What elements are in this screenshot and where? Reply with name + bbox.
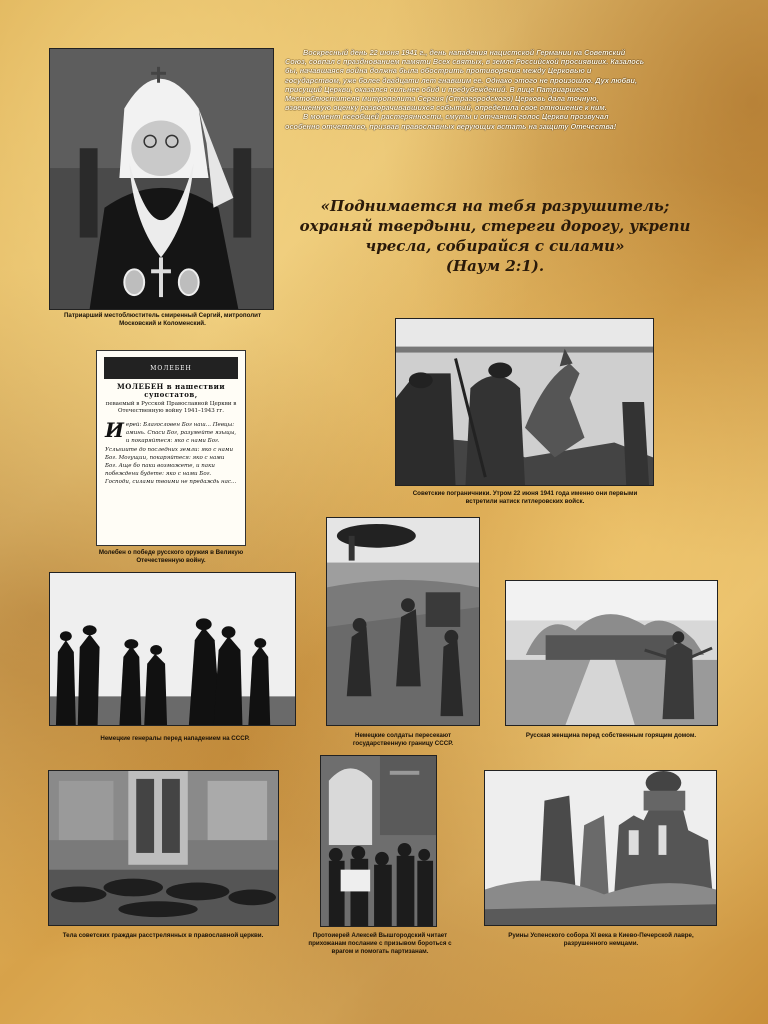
caption-church-bodies: Тела советских граждан расстрелянных в православной церкви.: [62, 932, 264, 939]
caption-priest: Протоиерей Алексей Вышгородский читает прихожанам послание с призывом бороться с врагом и помогать партизанам.: [308, 932, 452, 955]
prayer-subtitle: певаемый в Русской Православной Церкви в Отечественную войну 1941–1943 гг.: [105, 401, 237, 414]
caption-cathedral-ruins: Руины Успенского собора XI века в Киево-Печерской лавре, разрушенного немцами.: [508, 932, 694, 947]
photo-border-guards: [395, 318, 654, 486]
prayer-document: [96, 350, 246, 546]
photo-german-soldiers: [326, 517, 480, 726]
scripture-quote: [290, 196, 700, 276]
quote-text: «Поднимается на тебя разрушитель; охраняй твердыни, стереги дорогу, укрепи чресла, собирайся с силами»: [299, 197, 691, 255]
intro-paragraph-1: Воскресный день 22 июня 1941 г., день нападения нацистской Германии на Советский Союз, совпал с празднованием памяти Всех святых, в земле Российской просиявших. Казалось бы, начавшаяся война должна была обострить противоречия между Церковью и государством, уже более двадцати лет гнавшим ее. Однако этого не произошло. Дух любви, присущий Церкви, оказался сильнее обид и предубеждений. В лице Патриаршего Местоблюстителя митрополита Сергия (Страгородского) Церковь дала точную, взвешенную оценку разворачивавшихся событий, определила свое отношение к ним.: [285, 48, 645, 113]
intro-text: [285, 48, 645, 131]
caption-german-generals: Немецкие генералы перед нападением на СССР.: [100, 735, 250, 742]
photo-woman-burning-house: [505, 580, 718, 726]
prayer-drop-cap: И: [105, 418, 124, 442]
caption-prayer: Молебен о победе русского оружия в Великую Отечественную войну.: [98, 549, 244, 564]
photo-german-generals: [49, 572, 296, 726]
caption-german-soldiers: Немецкие солдаты пересекают государственную границу СССР.: [352, 732, 454, 747]
photo-priest-reading: [320, 755, 437, 927]
caption-sergius: Патриарший местоблюститель смиренный Сергий, митрополит Московский и Коломенский.: [63, 312, 262, 327]
photo-cathedral-ruins: [484, 770, 717, 926]
prayer-body-text: ерей: Благословен Бог наш... Певцы: аминь. Спаси Бог, разумейте языцы, и покаряйтеся: яко с нами Бог. Услышите до последних земли: яко с нами Бог. Могущии, покаряйтеся: яко с нами Бог. Аще бо паки возможете, и паки побеждени будете: яко с нами Бог. Господи, силами твоими не предаждь нас...: [105, 422, 237, 486]
intro-paragraph-2: В момент всеобщей растерянности, смуты и отчаяния голос Церкви прозвучал особенно отчетливо, призвав православных верующих встать на защиту Отечества!: [285, 112, 617, 131]
photo-church-bodies: [48, 770, 279, 926]
photo-metropolitan-sergius: [49, 48, 274, 310]
prayer-header-ornament: МОЛЕБЕН: [104, 357, 238, 379]
prayer-title: МОЛЕБЕН в нашествии супостатов,: [116, 382, 226, 399]
quote-reference: (Наум 2:1).: [445, 257, 545, 275]
caption-border-guards: Советские пограничники. Утром 22 июня 1941 года именно они первыми встретили натиск гитлеровских войск.: [412, 490, 638, 505]
caption-woman: Русская женщина перед собственным горящим домом.: [525, 732, 697, 739]
prayer-body: [105, 418, 237, 487]
